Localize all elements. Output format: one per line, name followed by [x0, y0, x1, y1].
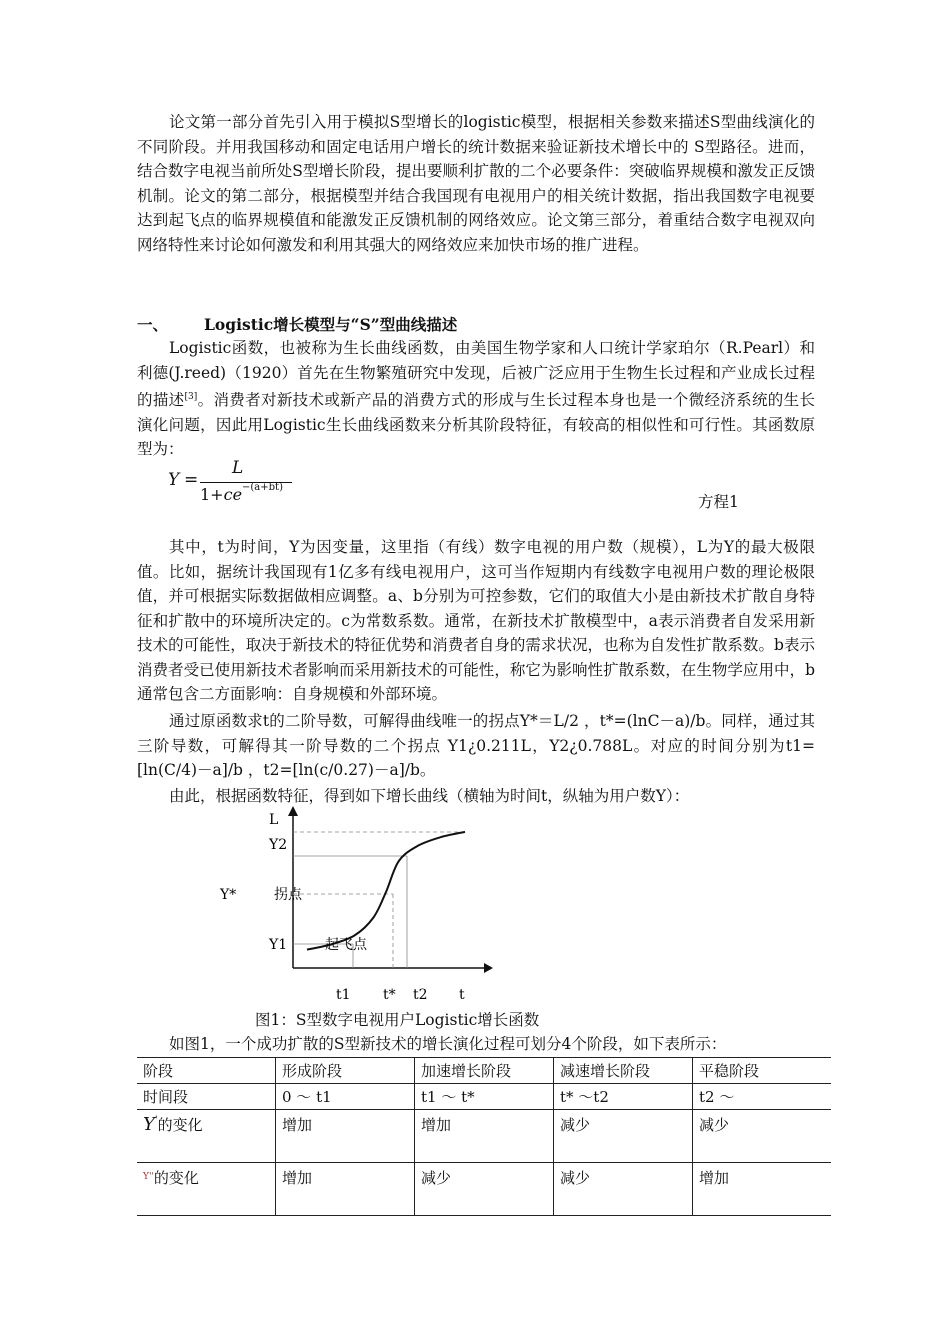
curve-intro-paragraph: 由此，根据函数特征，得到如下增长曲线（横轴为时间t，纵轴为用户数Y）：	[169, 787, 690, 805]
formula-lhs: Y	[168, 470, 180, 490]
table-row-label: $^{Y''}$的变化	[137, 1163, 276, 1216]
table-cell: t2 ～	[693, 1084, 832, 1110]
intro-paragraph: 论文第一部分首先引入用于模拟S型增长的logistic模型，根据相关参数来描述S型曲线演化的不同阶段。并用我国移动和固定电话用户增长的统计数据来验证新技术增长中的 S型路径。进而，结合数字电视当前所处S型增长阶段，提出要顺利扩散的二个必要条件：突破临界规模和激发正反馈机制。论文的第二部分，根据模型并结合我国现有电视用户的相关统计数据，指出我国数字电视要达到起飞点的临界规模值和能激发正反馈机制的网络效应。论文第三部分，着重结合数字电视双向网络特性来讨论如何激发和利用其强大的网络效应来加快市场的推广进程。	[137, 113, 815, 254]
table-cell: 增加	[276, 1110, 415, 1163]
y-tick-L: L	[269, 812, 279, 828]
table-header-cell: 阶段	[137, 1058, 276, 1084]
y-axis-arrow-icon	[288, 806, 298, 816]
table-row	[137, 1084, 831, 1110]
second-derivative-symbol: Y''	[143, 1172, 154, 1182]
table-cell: 减少	[554, 1163, 693, 1216]
table-row-label: 时间段	[137, 1084, 276, 1110]
x-axis-arrow-icon	[484, 963, 493, 973]
inflection-paragraph: 通过原函数求t的二阶导数，可解得曲线唯一的拐点Y*＝L/2 ，t*=(lnC－a)/b。同样，通过其三阶导数，可解得其一阶导数的二个拐点 Y1¿0.211L，Y2¿0.788L。对应的时间分别为t1=[ln(C/4)－a]/b ，t2=[ln(c/0.27)－a]/b。	[137, 712, 815, 779]
figure-caption: 图1：S型数字电视用户Logistic增长函数	[255, 1011, 540, 1029]
x-tick-t2: t2	[413, 987, 428, 1003]
table-header-cell: 减速增长阶段	[554, 1058, 693, 1084]
table-cell: 增加	[693, 1163, 832, 1216]
table-row	[137, 1163, 831, 1216]
table-cell: t* ～t2	[554, 1084, 693, 1110]
table-cell: 增加	[276, 1163, 415, 1216]
first-derivative-symbol: Y'	[143, 1114, 158, 1135]
table-cell: 减少	[415, 1163, 554, 1216]
logistic-intro-text: Logistic函数，也被称为生长曲线函数，由美国生物学家和人口统计学家珀尔（R.Pearl）和利德(J.reed)（1920）首先在生物繁殖研究中发现，后被广泛应用于生物生长过程和产业成长过程的描述	[137, 339, 815, 410]
table-cell: 0 ～ t1	[276, 1084, 415, 1110]
table-cell: t1 ～ t*	[415, 1084, 554, 1110]
y-tick-Y1: Y1	[269, 937, 288, 953]
logistic-intro-paragraph	[137, 336, 815, 462]
citation-ref: [3]	[184, 392, 198, 402]
table-intro-paragraph: 如图1，一个成功扩散的S型新技术的增长演化过程可划分4个阶段，如下表所示：	[169, 1035, 727, 1053]
logistic-curve-chart	[195, 798, 505, 1008]
table-header-cell: 平稳阶段	[693, 1058, 832, 1084]
section-title: Logistic增长模型与“S”型曲线描述	[204, 315, 458, 334]
formula-denominator: $1+ce^{-(a+bt)}$	[200, 481, 283, 504]
x-tick-tstar: t*	[383, 987, 396, 1003]
section-heading	[137, 313, 457, 335]
table-cell: 增加	[415, 1110, 554, 1163]
logistic-formula	[168, 458, 308, 510]
table-header-cell: 形成阶段	[276, 1058, 415, 1084]
s-curve-line	[307, 832, 465, 950]
annotation-inflection: 拐点	[274, 887, 302, 903]
annotation-takeoff: 起飞点	[325, 937, 367, 953]
table-header-cell: 加速增长阶段	[415, 1058, 554, 1084]
stages-table	[137, 1057, 831, 1216]
table-header-row	[137, 1058, 831, 1084]
section-number: 一、	[137, 315, 169, 334]
table-row	[137, 1110, 831, 1163]
table-row-label: Y'的变化	[137, 1110, 276, 1163]
x-tick-t1: t1	[336, 987, 351, 1003]
logistic-intro-text-cont: 。消费者对新技术或新产品的消费方式的形成与生长过程本身也是一个微经济系统的生长演化问题，因此用Logistic生长曲线函数来分析其阶段特征，有较高的相似性和可行性。其函数原型为：	[137, 391, 815, 459]
x-axis-label-t: t	[459, 987, 465, 1003]
formula-numerator: L	[232, 458, 244, 478]
formula-equals: =	[184, 470, 199, 490]
table-cell: 减少	[693, 1110, 832, 1163]
table-cell: 减少	[554, 1110, 693, 1163]
equation-label: 方程1	[698, 493, 739, 511]
y-tick-Ystar: Y*	[220, 887, 237, 903]
parameters-paragraph: 其中，t为时间，Y为因变量，这里指（有线）数字电视的用户数（规模），L为Y的最大极限值。比如，据统计我国现有1亿多有线电视用户，这可当作短期内有线数字电视用户数的理论极限值，并可根据实际数据做相应调整。a、b分别为可控参数，它们的取值大小是由新技术扩散自身特征和扩散中的环境所决定的。c为常数系数。通常，在新技术扩散模型中，a表示消费者自发采用新技术的可能性，取决于新技术的特征优势和消费者自身的需求状况，也称为自发性扩散系数。b表示消费者受已使用新技术者影响而采用新技术的可能性，称它为影响性扩散系数，在生物学应用中，b通常包含二方面影响：自身规模和外部环境。	[137, 538, 815, 703]
y-tick-Y2: Y2	[269, 837, 288, 853]
formula-exponent: −(a+bt)	[242, 481, 283, 493]
